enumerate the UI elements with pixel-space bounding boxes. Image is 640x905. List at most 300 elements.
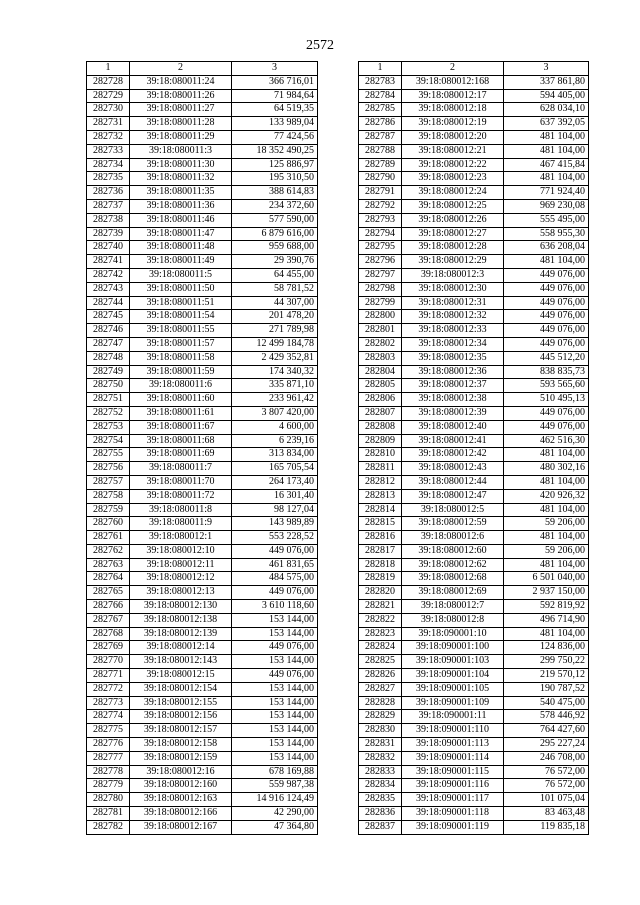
row-number-cell: 282813: [359, 489, 402, 503]
cadastral-number-cell: 39:18:090001:118: [402, 807, 504, 821]
cadastral-number-cell: 39:18:090001:116: [402, 779, 504, 793]
table-row: [359, 655, 589, 669]
value-cell: 295 227,24: [504, 738, 589, 752]
row-number-cell: 282761: [87, 531, 130, 545]
cadastral-number-cell: 39:18:080011:59: [130, 365, 232, 379]
table-row: [87, 627, 318, 641]
row-number-cell: 282746: [87, 324, 130, 338]
value-cell: 578 446,92: [504, 710, 589, 724]
table-row: [359, 379, 589, 393]
value-cell: 555 495,00: [504, 213, 589, 227]
cadastral-number-cell: 39:18:080011:67: [130, 420, 232, 434]
table-row: [87, 503, 318, 517]
row-number-cell: 282820: [359, 586, 402, 600]
table-row: [359, 117, 589, 131]
table-row: [359, 103, 589, 117]
cadastral-number-cell: 39:18:080012:30: [402, 282, 504, 296]
table-row: [87, 655, 318, 669]
row-number-cell: 282736: [87, 186, 130, 200]
cadastral-number-cell: 39:18:080012:33: [402, 324, 504, 338]
value-cell: 969 230,08: [504, 199, 589, 213]
cadastral-number-cell: 39:18:080012:31: [402, 296, 504, 310]
value-cell: 592 819,92: [504, 600, 589, 614]
table-row: [359, 489, 589, 503]
row-number-cell: 282804: [359, 365, 402, 379]
value-cell: 6 879 616,00: [232, 227, 318, 241]
value-cell: 628 034,10: [504, 103, 589, 117]
table-row: [359, 296, 589, 310]
value-cell: 76 572,00: [504, 779, 589, 793]
value-cell: 234 372,60: [232, 199, 318, 213]
value-cell: 496 714,90: [504, 613, 589, 627]
row-number-cell: 282809: [359, 434, 402, 448]
value-cell: 449 076,00: [504, 406, 589, 420]
row-number-cell: 282795: [359, 241, 402, 255]
cadastral-number-cell: 39:18:080012:43: [402, 462, 504, 476]
table-row: [359, 682, 589, 696]
row-number-cell: 282776: [87, 738, 130, 752]
cadastral-number-cell: 39:18:080011:48: [130, 241, 232, 255]
table-row: [359, 89, 589, 103]
value-cell: 449 076,00: [504, 296, 589, 310]
table-row: [87, 586, 318, 600]
row-number-cell: 282789: [359, 158, 402, 172]
value-cell: 119 835,18: [504, 820, 589, 834]
table-row: [87, 227, 318, 241]
table-row: [359, 255, 589, 269]
cadastral-number-cell: 39:18:090001:109: [402, 696, 504, 710]
cadastral-number-cell: 39:18:080011:32: [130, 172, 232, 186]
cadastral-number-cell: 39:18:090001:10: [402, 627, 504, 641]
value-cell: 388 614,83: [232, 186, 318, 200]
table-row: [359, 793, 589, 807]
table-row: [87, 130, 318, 144]
value-cell: 481 104,00: [504, 475, 589, 489]
cadastral-number-cell: 39:18:080012:19: [402, 117, 504, 131]
cadastral-number-cell: 39:18:080012:6: [402, 531, 504, 545]
table-row: [87, 158, 318, 172]
cadastral-number-cell: 39:18:080012:36: [402, 365, 504, 379]
value-cell: 467 415,84: [504, 158, 589, 172]
table-row: [87, 448, 318, 462]
cadastral-number-cell: 39:18:090001:103: [402, 655, 504, 669]
value-cell: 42 290,00: [232, 807, 318, 821]
value-cell: 449 076,00: [504, 282, 589, 296]
cadastral-number-cell: 39:18:080012:12: [130, 572, 232, 586]
cadastral-number-cell: 39:18:080012:138: [130, 613, 232, 627]
cadastral-number-cell: 39:18:080012:5: [402, 503, 504, 517]
table-row: [87, 765, 318, 779]
value-cell: 449 076,00: [504, 337, 589, 351]
cadastral-number-cell: 39:18:080011:55: [130, 324, 232, 338]
cadastral-number-cell: 39:18:080012:168: [402, 75, 504, 89]
cadastral-number-cell: 39:18:080012:25: [402, 199, 504, 213]
value-cell: 59 206,00: [504, 517, 589, 531]
value-cell: 47 364,80: [232, 820, 318, 834]
cadastral-number-cell: 39:18:090001:113: [402, 738, 504, 752]
cadastral-number-cell: 39:18:080011:5: [130, 268, 232, 282]
table-row: [359, 186, 589, 200]
row-number-cell: 282797: [359, 268, 402, 282]
table-row: [87, 613, 318, 627]
value-cell: 838 835,73: [504, 365, 589, 379]
value-cell: 153 144,00: [232, 682, 318, 696]
cadastral-number-cell: 39:18:080012:159: [130, 751, 232, 765]
row-number-cell: 282791: [359, 186, 402, 200]
table-row: [87, 144, 318, 158]
cadastral-number-cell: 39:18:090001:119: [402, 820, 504, 834]
value-cell: 461 831,65: [232, 558, 318, 572]
row-number-cell: 282738: [87, 213, 130, 227]
value-cell: 6 239,16: [232, 434, 318, 448]
value-cell: 366 716,01: [232, 75, 318, 89]
table-row: [359, 420, 589, 434]
row-number-cell: 282730: [87, 103, 130, 117]
cadastral-number-cell: 39:18:080012:59: [402, 517, 504, 531]
value-cell: 58 781,52: [232, 282, 318, 296]
cadastral-number-cell: 39:18:080012:62: [402, 558, 504, 572]
value-cell: 449 076,00: [232, 669, 318, 683]
cadastral-number-cell: 39:18:080012:28: [402, 241, 504, 255]
row-number-cell: 282778: [87, 765, 130, 779]
table-row: [87, 241, 318, 255]
cadastral-number-cell: 39:18:080012:130: [130, 600, 232, 614]
value-cell: 3 807 420,00: [232, 406, 318, 420]
cadastral-number-cell: 39:18:080012:34: [402, 337, 504, 351]
row-number-cell: 282790: [359, 172, 402, 186]
row-number-cell: 282825: [359, 655, 402, 669]
cadastral-number-cell: 39:18:090001:114: [402, 751, 504, 765]
value-cell: 153 144,00: [232, 627, 318, 641]
table-row: [359, 282, 589, 296]
row-number-cell: 282837: [359, 820, 402, 834]
cadastral-number-cell: 39:18:080011:61: [130, 406, 232, 420]
row-number-cell: 282784: [359, 89, 402, 103]
value-cell: 195 310,50: [232, 172, 318, 186]
table-row: [359, 172, 589, 186]
value-cell: 636 208,04: [504, 241, 589, 255]
value-cell: 174 340,32: [232, 365, 318, 379]
cadastral-number-cell: 39:18:080012:1: [130, 531, 232, 545]
cadastral-number-cell: 39:18:080011:68: [130, 434, 232, 448]
table-row: [87, 807, 318, 821]
cadastral-number-cell: 39:18:080012:10: [130, 544, 232, 558]
value-cell: 201 478,20: [232, 310, 318, 324]
value-cell: 959 688,00: [232, 241, 318, 255]
table-row: [359, 751, 589, 765]
value-cell: 153 144,00: [232, 613, 318, 627]
value-cell: 233 961,42: [232, 393, 318, 407]
row-number-cell: 282799: [359, 296, 402, 310]
row-number-cell: 282767: [87, 613, 130, 627]
row-number-cell: 282759: [87, 503, 130, 517]
table-row: [359, 462, 589, 476]
row-number-cell: 282806: [359, 393, 402, 407]
table-row: [87, 558, 318, 572]
row-number-cell: 282832: [359, 751, 402, 765]
table-row: [87, 406, 318, 420]
value-cell: 125 886,97: [232, 158, 318, 172]
cadastral-number-cell: 39:18:080012:14: [130, 641, 232, 655]
value-cell: 6 501 040,00: [504, 572, 589, 586]
row-number-cell: 282758: [87, 489, 130, 503]
cadastral-number-cell: 39:18:080011:69: [130, 448, 232, 462]
cadastral-number-cell: 39:18:080011:51: [130, 296, 232, 310]
cadastral-number-cell: 39:18:080012:167: [130, 820, 232, 834]
value-cell: 481 104,00: [504, 255, 589, 269]
row-number-cell: 282734: [87, 158, 130, 172]
row-number-cell: 282743: [87, 282, 130, 296]
row-number-cell: 282780: [87, 793, 130, 807]
row-number-cell: 282782: [87, 820, 130, 834]
row-number-cell: 282747: [87, 337, 130, 351]
value-cell: 18 352 490,25: [232, 144, 318, 158]
table-row: [87, 475, 318, 489]
table-row: [87, 420, 318, 434]
row-number-cell: 282763: [87, 558, 130, 572]
cadastral-number-cell: 39:18:080011:60: [130, 393, 232, 407]
table-row: [87, 544, 318, 558]
row-number-cell: 282757: [87, 475, 130, 489]
table-row: [359, 641, 589, 655]
row-number-cell: 282787: [359, 130, 402, 144]
row-number-cell: 282814: [359, 503, 402, 517]
value-cell: 246 708,00: [504, 751, 589, 765]
row-number-cell: 282829: [359, 710, 402, 724]
cadastral-number-cell: 39:18:080012:7: [402, 600, 504, 614]
table-row: [359, 393, 589, 407]
cadastral-number-cell: 39:18:080012:11: [130, 558, 232, 572]
table-row: [359, 600, 589, 614]
value-cell: 480 302,16: [504, 462, 589, 476]
right-table-body: [359, 62, 589, 835]
row-number-cell: 282735: [87, 172, 130, 186]
cadastral-number-cell: 39:18:080011:9: [130, 517, 232, 531]
value-cell: 462 516,30: [504, 434, 589, 448]
value-cell: 484 575,00: [232, 572, 318, 586]
row-number-cell: 282740: [87, 241, 130, 255]
table-row: [87, 820, 318, 834]
column-header-1: 1: [359, 62, 402, 76]
cadastral-number-cell: 39:18:080012:23: [402, 172, 504, 186]
table-row: [87, 255, 318, 269]
value-cell: 98 127,04: [232, 503, 318, 517]
value-cell: 44 307,00: [232, 296, 318, 310]
row-number-cell: 282817: [359, 544, 402, 558]
cadastral-number-cell: 39:18:080012:40: [402, 420, 504, 434]
value-cell: 3 610 118,60: [232, 600, 318, 614]
value-cell: 2 429 352,81: [232, 351, 318, 365]
value-cell: 449 076,00: [232, 586, 318, 600]
cadastral-number-cell: 39:18:080012:166: [130, 807, 232, 821]
cadastral-number-cell: 39:18:080012:27: [402, 227, 504, 241]
row-number-cell: 282796: [359, 255, 402, 269]
table-row: [359, 406, 589, 420]
row-number-cell: 282748: [87, 351, 130, 365]
cadastral-number-cell: 39:18:080012:22: [402, 158, 504, 172]
table-row: [87, 779, 318, 793]
row-number-cell: 282751: [87, 393, 130, 407]
table-row: [87, 669, 318, 683]
cadastral-number-cell: 39:18:090001:100: [402, 641, 504, 655]
table-row: [359, 710, 589, 724]
value-cell: 271 789,98: [232, 324, 318, 338]
table-row: [87, 282, 318, 296]
row-number-cell: 282737: [87, 199, 130, 213]
cadastral-number-cell: 39:18:080011:72: [130, 489, 232, 503]
cadastral-number-cell: 39:18:080012:158: [130, 738, 232, 752]
cadastral-number-cell: 39:18:080012:32: [402, 310, 504, 324]
value-cell: 481 104,00: [504, 558, 589, 572]
cadastral-number-cell: 39:18:080012:69: [402, 586, 504, 600]
table-row: [87, 517, 318, 531]
value-cell: 124 836,00: [504, 641, 589, 655]
row-number-cell: 282811: [359, 462, 402, 476]
row-number-cell: 282831: [359, 738, 402, 752]
row-number-cell: 282729: [87, 89, 130, 103]
row-number-cell: 282834: [359, 779, 402, 793]
row-number-cell: 282741: [87, 255, 130, 269]
cadastral-number-cell: 39:18:080012:17: [402, 89, 504, 103]
row-number-cell: 282818: [359, 558, 402, 572]
value-cell: 313 834,00: [232, 448, 318, 462]
row-number-cell: 282788: [359, 144, 402, 158]
left-register-table: [86, 61, 318, 835]
row-number-cell: 282750: [87, 379, 130, 393]
column-header-2: 2: [130, 62, 232, 76]
table-row: [87, 103, 318, 117]
value-cell: 637 392,05: [504, 117, 589, 131]
value-cell: 445 512,20: [504, 351, 589, 365]
row-number-cell: 282794: [359, 227, 402, 241]
table-row: [87, 199, 318, 213]
cadastral-number-cell: 39:18:080011:58: [130, 351, 232, 365]
value-cell: 577 590,00: [232, 213, 318, 227]
row-number-cell: 282798: [359, 282, 402, 296]
value-cell: 449 076,00: [232, 641, 318, 655]
row-number-cell: 282769: [87, 641, 130, 655]
row-number-cell: 282793: [359, 213, 402, 227]
value-cell: 449 076,00: [504, 310, 589, 324]
cadastral-number-cell: 39:18:080011:6: [130, 379, 232, 393]
cadastral-number-cell: 39:18:090001:104: [402, 669, 504, 683]
cadastral-number-cell: 39:18:080012:47: [402, 489, 504, 503]
row-number-cell: 282781: [87, 807, 130, 821]
table-row: [87, 696, 318, 710]
row-number-cell: 282828: [359, 696, 402, 710]
table-row: [87, 379, 318, 393]
cadastral-number-cell: 39:18:080012:20: [402, 130, 504, 144]
row-number-cell: 282824: [359, 641, 402, 655]
row-number-cell: 282810: [359, 448, 402, 462]
cadastral-number-cell: 39:18:080012:26: [402, 213, 504, 227]
cadastral-number-cell: 39:18:080012:16: [130, 765, 232, 779]
row-number-cell: 282823: [359, 627, 402, 641]
row-number-cell: 282786: [359, 117, 402, 131]
row-number-cell: 282754: [87, 434, 130, 448]
row-number-cell: 282765: [87, 586, 130, 600]
value-cell: 594 405,00: [504, 89, 589, 103]
table-row: [87, 462, 318, 476]
table-row: [87, 117, 318, 131]
table-row: [359, 475, 589, 489]
cadastral-number-cell: 39:18:090001:115: [402, 765, 504, 779]
table-row: [359, 144, 589, 158]
cadastral-number-cell: 39:18:080012:60: [402, 544, 504, 558]
row-number-cell: 282744: [87, 296, 130, 310]
row-number-cell: 282755: [87, 448, 130, 462]
cadastral-number-cell: 39:18:080011:57: [130, 337, 232, 351]
row-number-cell: 282822: [359, 613, 402, 627]
cadastral-number-cell: 39:18:080012:42: [402, 448, 504, 462]
value-cell: 64 455,00: [232, 268, 318, 282]
table-row: [87, 186, 318, 200]
cadastral-number-cell: 39:18:080012:157: [130, 724, 232, 738]
table-row: [359, 337, 589, 351]
value-cell: 153 144,00: [232, 655, 318, 669]
cadastral-number-cell: 39:18:080012:8: [402, 613, 504, 627]
value-cell: 153 144,00: [232, 710, 318, 724]
table-row: [359, 158, 589, 172]
value-cell: 133 989,04: [232, 117, 318, 131]
table-row: [359, 820, 589, 834]
row-number-cell: 282753: [87, 420, 130, 434]
value-cell: 449 076,00: [504, 324, 589, 338]
table-row: [87, 600, 318, 614]
row-number-cell: 282768: [87, 627, 130, 641]
value-cell: 481 104,00: [504, 448, 589, 462]
cadastral-number-cell: 39:18:080012:163: [130, 793, 232, 807]
table-row: [359, 199, 589, 213]
value-cell: 420 926,32: [504, 489, 589, 503]
value-cell: 510 495,13: [504, 393, 589, 407]
row-number-cell: 282802: [359, 337, 402, 351]
row-number-cell: 282771: [87, 669, 130, 683]
cadastral-number-cell: 39:18:090001:11: [402, 710, 504, 724]
cadastral-number-cell: 39:18:080011:7: [130, 462, 232, 476]
cadastral-number-cell: 39:18:090001:110: [402, 724, 504, 738]
row-number-cell: 282756: [87, 462, 130, 476]
row-number-cell: 282803: [359, 351, 402, 365]
cadastral-number-cell: 39:18:080012:39: [402, 406, 504, 420]
value-cell: 449 076,00: [504, 268, 589, 282]
row-number-cell: 282835: [359, 793, 402, 807]
row-number-cell: 282830: [359, 724, 402, 738]
table-row: [359, 807, 589, 821]
header-row: [359, 62, 589, 76]
page-number: 2572: [306, 38, 334, 53]
row-number-cell: 282770: [87, 655, 130, 669]
row-number-cell: 282815: [359, 517, 402, 531]
table-row: [87, 213, 318, 227]
cadastral-number-cell: 39:18:080011:26: [130, 89, 232, 103]
cadastral-number-cell: 39:18:080012:155: [130, 696, 232, 710]
cadastral-number-cell: 39:18:080012:139: [130, 627, 232, 641]
cadastral-number-cell: 39:18:080012:41: [402, 434, 504, 448]
table-row: [359, 558, 589, 572]
table-row: [359, 779, 589, 793]
cadastral-number-cell: 39:18:080011:8: [130, 503, 232, 517]
row-number-cell: 282760: [87, 517, 130, 531]
cadastral-number-cell: 39:18:080012:3: [402, 268, 504, 282]
table-row: [87, 365, 318, 379]
cadastral-number-cell: 39:18:080012:29: [402, 255, 504, 269]
cadastral-number-cell: 39:18:080011:30: [130, 158, 232, 172]
table-row: [359, 310, 589, 324]
row-number-cell: 282762: [87, 544, 130, 558]
cadastral-number-cell: 39:18:080012:18: [402, 103, 504, 117]
cadastral-number-cell: 39:18:080011:29: [130, 130, 232, 144]
